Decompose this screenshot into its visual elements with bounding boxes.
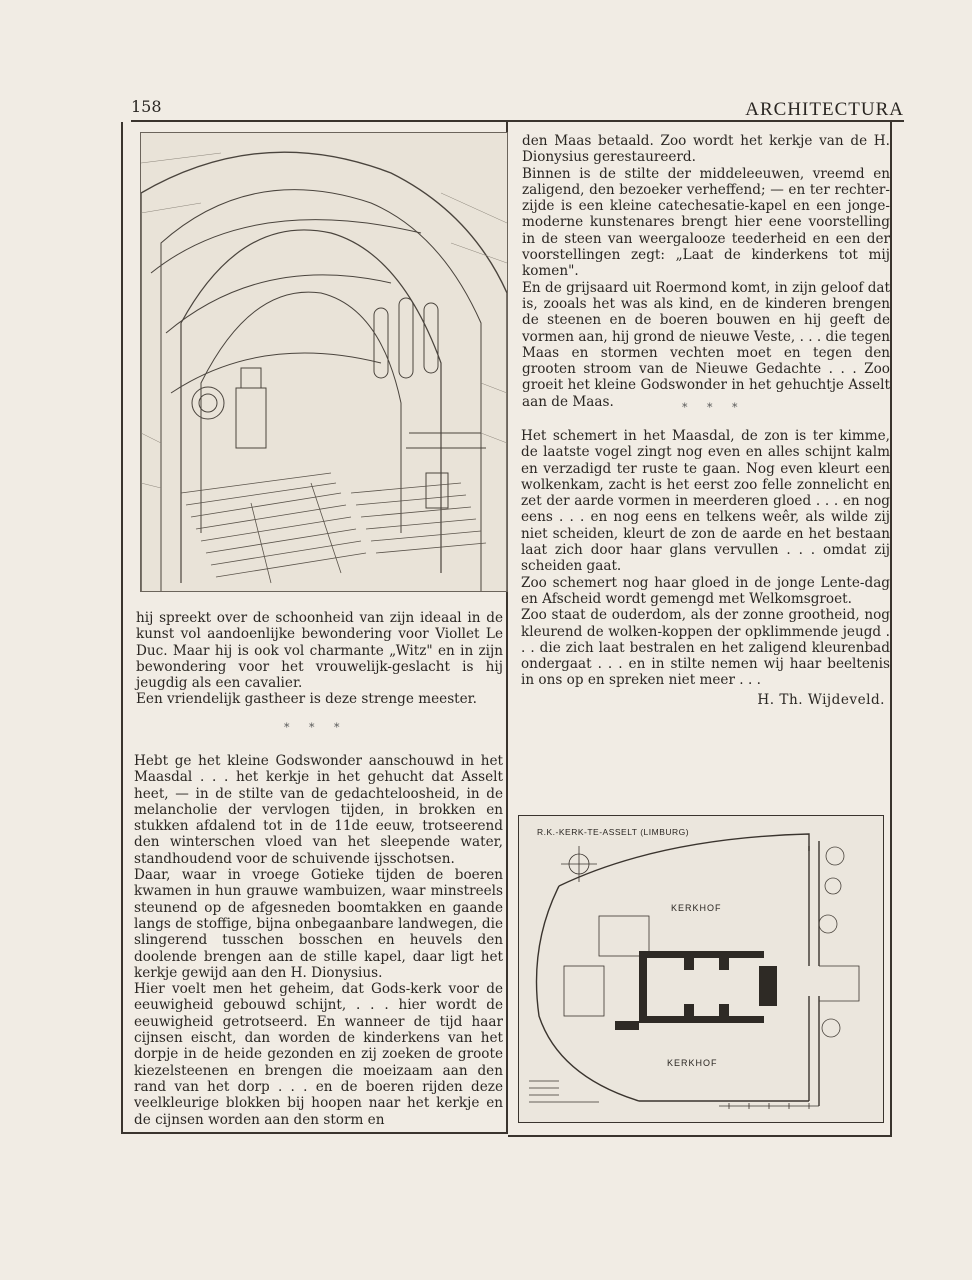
paragraph: Zoo schemert nog haar gloed in de jonge Lente-dag en Afscheid wordt gemengd met Welkomsgroet. xyxy=(521,574,890,607)
author-signature: H. Th. Wijdeveld. xyxy=(757,692,885,708)
right-text-lower xyxy=(521,428,890,689)
paragraph: Binnen is de stilte der middeleeuwen, vreemd en zaligend, den bezoeker verheffend; — en ter rechter-zijde is een kleine catechesatie-kapel en een jonge-moderne kunstenares brengt hier eene voorstelling in de steen van weergalooze teederheid en een der voorstellingen zegt: „Laat de kinderkens tot mij komen". xyxy=(522,165,890,280)
paragraph: Een vriendelijk gastheer is deze strenge meester. xyxy=(136,691,478,708)
paragraph: Daar, waar in vroege Gotieke tijden de boeren kwamen in hun grauwe wambuizen, waar minstreels steunend op de afgesneden boomtakken en gaande langs de stoffige, bijna onbegaanbare landwegen, die slingerend tusschen bosschen en heuvels den doolende brengen aan de stille kapel, daar ligt het kerkje gewijd aan den H. Dionysius. xyxy=(134,867,503,981)
plan-title: R.K.-KERK-TE-ASSELT (LIMBURG) xyxy=(537,827,690,837)
site-plan-drawing xyxy=(518,815,884,1123)
church-interior-drawing xyxy=(140,132,508,592)
paragraph: Het schemert in het Maasdal, de zon is ter kimme, de laatste vogel zingt nog even en alles schijnt kalm en verzadigd ter ruste te gaan. Nog even kleurt een wolkenkam, zacht is het eerst zoo felle zonnelicht en zet der aarde vormen in meerderen gloed . . . en nog eens . . . en nog eens en telkens weêr, als wilde zij niet scheiden, kleurt de zon de aarde en het bestaan laat zich door haar glans vervullen . . . omdat zij scheiden gaat. xyxy=(521,428,890,575)
journal-title: ARCHITECTURA xyxy=(745,99,904,120)
paragraph: hij spreekt over de schoonheid van zijn ideaal in de kunst vol aandoenlijke bewondering voor Viollet Le Duc. Maar hij is ook vol charmante „Witz" en in zijn bewondering voor het vrouwelijk-geslacht is hij jeugdig als een cavalier. xyxy=(136,610,503,692)
left-text-upper xyxy=(136,610,503,708)
left-text-lower xyxy=(134,753,503,1128)
paragraph: Hebt ge het kleine Godswonder aanschouwd in het Maasdal . . . het kerkje in het gehucht dat Asselt heet, — in de stilte van de gedachteloosheid, in de melancholie der vervlogen tijden, in brokken en stukken afdalend tot in de 11de eeuw, trotseerend den winterschen vloed van het sleepende water, standhoudend voor de schuivende ijsschotsen. xyxy=(134,753,503,867)
right-column-bottom-rule xyxy=(508,1135,892,1137)
plan-label-kerkhof: KERKHOF xyxy=(671,903,722,913)
paragraph: den Maas betaald. Zoo wordt het kerkje van de H. Dionysius gerestaureerd. xyxy=(522,133,890,166)
plan-label-kerkhof: KERKHOF xyxy=(667,1058,718,1068)
section-ornament: * * * xyxy=(682,401,746,414)
page-number: 158 xyxy=(131,97,162,116)
section-ornament: * * * xyxy=(284,721,348,734)
paragraph: En de grijsaard uit Roermond komt, in zijn geloof dat is, zooals het was als kind, en de kinderen brengen de steenen en de boeren bouwen en hij geeft de vormen aan, hij grond de nieuwe Veste, . . . die tegen Maas en stormen vechten moet en tegen den grooten stroom van de Nieuwe Gedachte . . . Zoo groeit het kleine Godswonder in het gehuchtje Asselt aan de Maas. xyxy=(522,279,890,410)
paragraph: Hier voelt men het geheim, dat Gods-kerk voor de eeuwigheid gebouwd schijnt, . . . hier wordt de eeuwigheid getrotseerd. En wanneer de tijd haar cijnsen eischt, dan worden de kinderkens van het dorpje in de heide gezonden en zij zoeken de groote kiezelsteenen en brengen die moeizaam aan den rand van het dorp . . . en de boeren rijden deze veelkleurige blokken bij hoopen naar het kerkje en de cijnsen worden aan den storm en xyxy=(134,981,503,1128)
paragraph: Zoo staat de ouderdom, als der zonne grootheid, nog kleurend de wolken-koppen der opklimmende jeugd . . . die zich laat bestralen en het zaligend kleurenbad ondergaat . . . en in stilte nemen wij haar beeltenis in ons op en spreken niet meer . . . xyxy=(521,607,890,689)
right-text-upper xyxy=(522,133,890,410)
